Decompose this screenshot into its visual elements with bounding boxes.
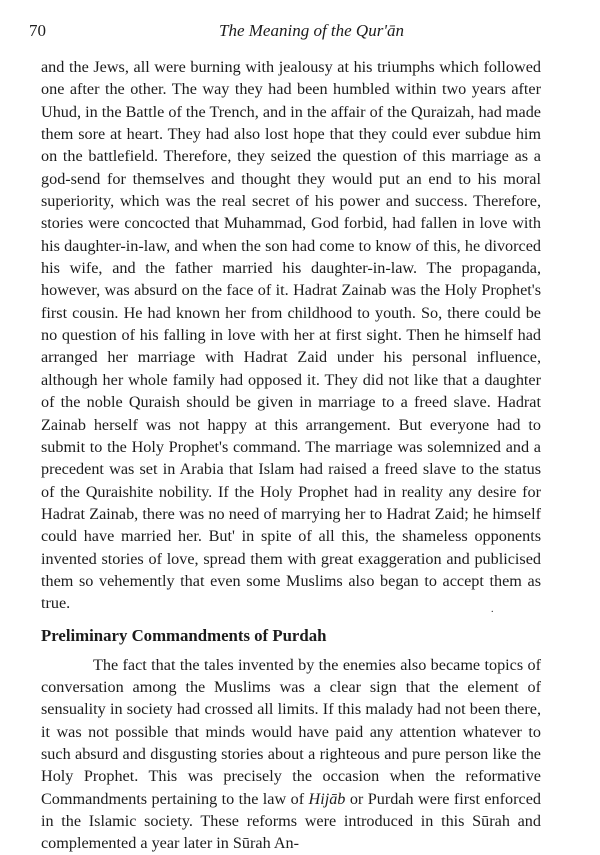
paragraph-text: The fact that the tales invented by the enemies also became topics of conversation among the Muslims was a clear sign that the element of sensuality in society had crossed all limits. If this malady had not been there, it was not possible that minds would have paid any attention whatever to such absurd and disgusting stories about a righteous and pure person like the Holy Prophet. This was precisely the occasion when the reformative Commandments pertaining to the law of: [41, 655, 541, 808]
italic-term: Hijāb: [308, 789, 346, 808]
running-head: [29, 21, 542, 45]
section-heading: Preliminary Commandments of Purdah: [41, 625, 327, 645]
stray-mark: .: [491, 604, 494, 615]
paragraph-text: or Purdah were first enforced in the Islamic society. These reforms were introduced in this Sūrah and complemented a year later in Sūrah An-: [41, 789, 541, 853]
body-paragraph: [41, 654, 541, 855]
book-title: The Meaning of the Qur'ān: [219, 21, 404, 40]
page-number: 70: [29, 21, 46, 40]
body-paragraph: and the Jews, all were burning with jealousy at his triumphs which followed one after the other. The way they had been humbled within two years after Uhud, in the Battle of the Trench, and in the affair of the Quraizah, had made them sore at heart. They had also lost hope that they could ever subdue him on the battlefield. Therefore, they seized the question of this marriage as a god-send for themselves and thought they would put an end to his moral superiority, which was the real secret of his power and success. Therefore, stories were concocted that Muhammad, God forbid, had fallen in love with his daughter-in-law, and when the son had come to know of this, he divorced his wife, and the father married his daughter-in-law. The propaganda, however, was absurd on the face of it. Hadrat Zainab was the Holy Prophet's first cousin. He had known her from childhood to youth. So, there could be no question of his falling in love with her at first sight. Then he himself had arranged her marriage with Hadrat Zaid under his personal influence, although her whole family had opposed it. They did not like that a daughter of the noble Quraish should be given in marriage to a freed slave. Hadrat Zainab herself was not happy at this arrangement. But everyone had to submit to the Holy Prophet's command. The marriage was solemnized and a precedent was set in Arabia that Islam had raised a freed slave to the status of the Quraishite nobility. If the Holy Prophet had in reality any desire for Hadrat Zainab, there was no need of marrying her to Hadrat Zaid; he himself could have married her. But' in spite of all this, the shameless opponents invented stories of love, spread them with great exaggeration and publicised them so vehemently that even some Muslims also began to accept them as true.: [41, 58, 541, 613]
page-body: [41, 56, 541, 855]
